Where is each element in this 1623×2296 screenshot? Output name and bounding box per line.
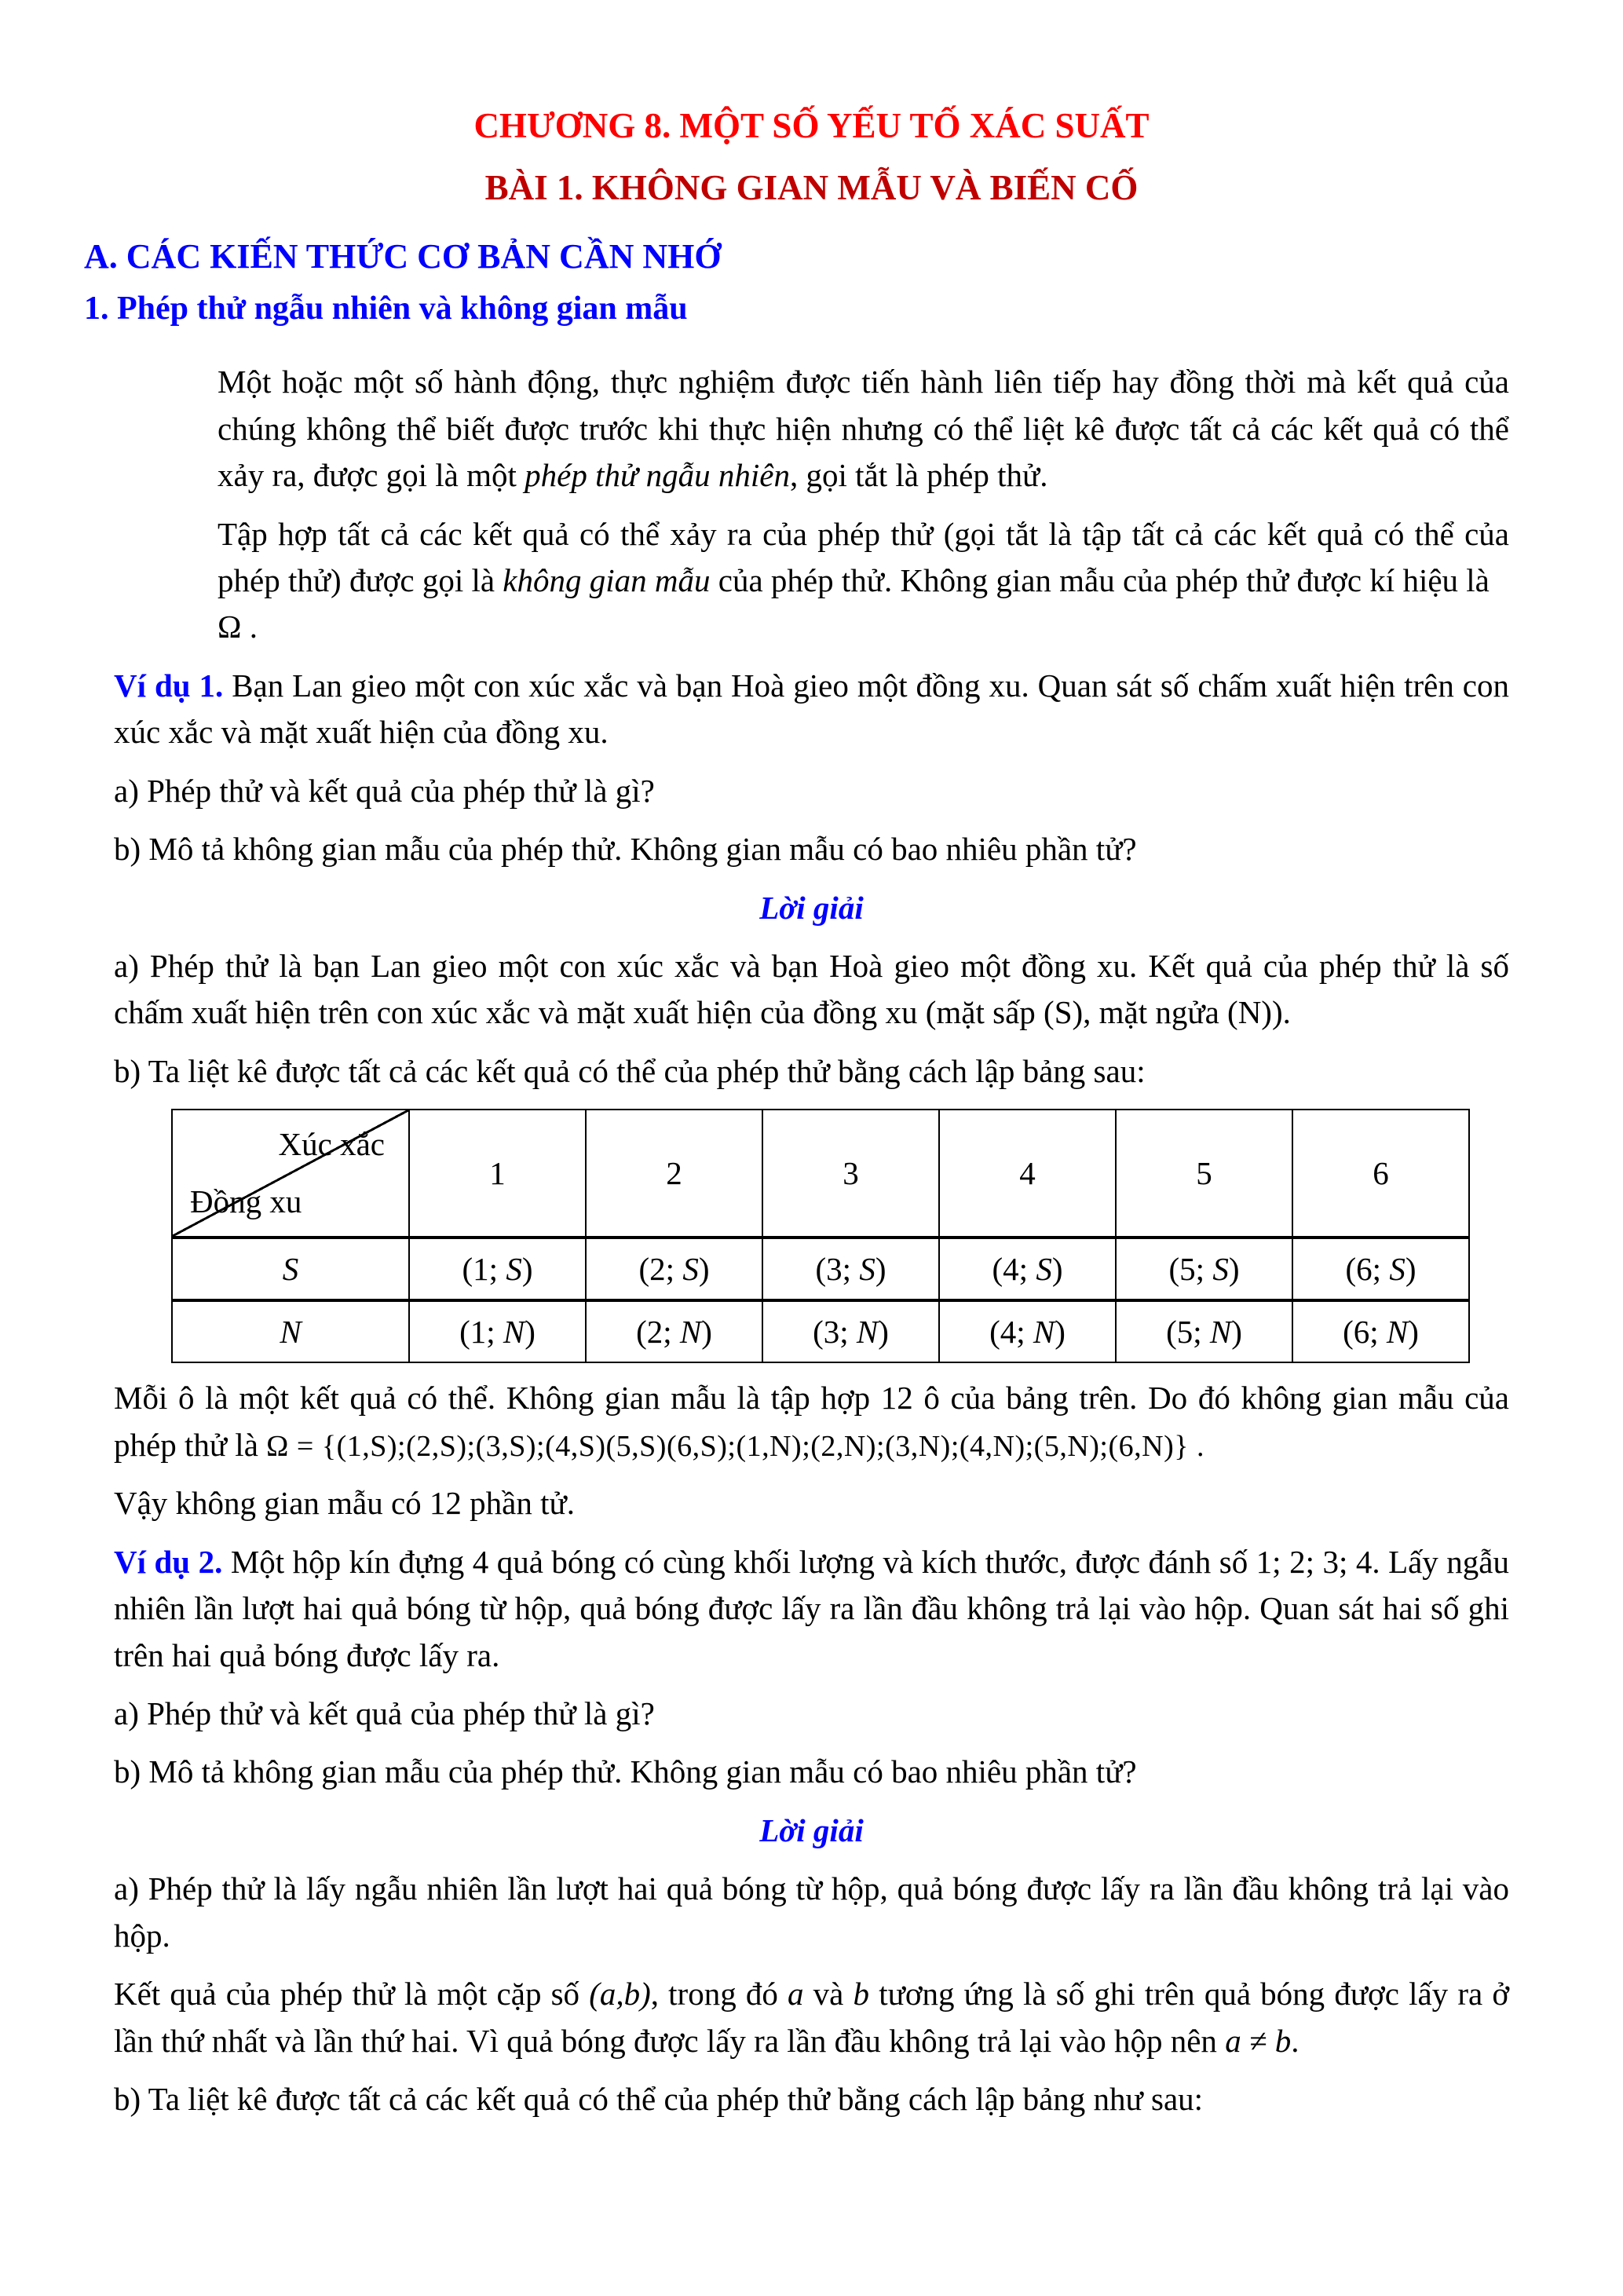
cell-open: (5; — [1166, 1313, 1210, 1350]
example1-question-b: b) Mô tả không gian mẫu của phép thử. Không gian mẫu có bao nhiêu phần tử? — [114, 831, 1137, 868]
cell-open: (4; — [992, 1250, 1036, 1287]
cell-close: ) — [1055, 1313, 1066, 1350]
subsection-1-heading: 1. Phép thử ngẫu nhiên và không gian mẫu — [84, 291, 688, 327]
theory-paragraph-1 — [114, 359, 1509, 499]
cell-open: (5; — [1168, 1250, 1213, 1287]
example2-answer-a: a) Phép thử là lấy ngẫu nhiên lần lượt hai quả bóng từ hộp, quả bóng được lấy ra lần đầu không trả lại vào hộp. — [114, 1870, 1509, 1954]
cell-close: ) — [698, 1250, 710, 1287]
cell-open: (6; — [1343, 1313, 1387, 1350]
cell-open: (2; — [638, 1250, 683, 1287]
example1-solution-heading: Lời giải — [759, 889, 864, 926]
theory-paragraph-2 — [114, 511, 1509, 651]
cell-letter: S — [1212, 1250, 1229, 1287]
cell-letter: S — [1036, 1250, 1052, 1287]
example1-label: Ví dụ 1. — [114, 667, 224, 704]
pair-ab-formula: (a,b) — [589, 1976, 651, 2013]
sample-space-table — [171, 1109, 1470, 1363]
cell-open: (3; — [813, 1313, 857, 1350]
theory-p2-text: Tập hợp tất cả các kết quả có thể xảy ra của phép thử (gọi tắt là tập tất cả các kết quả có thể của phép thử) được gọi là — [217, 515, 1509, 598]
table-cell — [1292, 1300, 1469, 1362]
column-header-1: 1 — [409, 1110, 586, 1238]
column-header-4: 4 — [939, 1110, 1116, 1238]
row-label-n-text: N — [280, 1313, 302, 1350]
theory-p2-tail: của phép thử. Không gian mẫu của phép thử được kí hiệu là — [710, 561, 1490, 598]
answer-a2-mid: , trong đó — [650, 1976, 788, 2013]
sample-space-formula: Ω = {(1,S);(2,S);(3,S);(4,S)(5,S)(6,S);(1,N);(2,N);(3,N);(4,N);(5,N);(6,N)} . — [266, 1429, 1204, 1463]
column-header-2: 2 — [586, 1110, 762, 1238]
example1-note-text: Mỗi ô là một kết quả có thể. Không gian mẫu là tập hợp 12 ô của bảng trên. Do đó không gian mẫu của phép thử là — [114, 1380, 1509, 1463]
example2-answer-a2 — [114, 1971, 1509, 2064]
cell-letter: N — [1033, 1313, 1055, 1350]
column-header-6: 6 — [1292, 1110, 1469, 1238]
row-label-s — [172, 1238, 409, 1300]
table-cell — [762, 1300, 939, 1362]
cell-open: (1; — [462, 1250, 506, 1287]
table-cell — [1116, 1300, 1292, 1362]
cell-close: ) — [1228, 1250, 1240, 1287]
example1-statement — [114, 663, 1509, 756]
chapter-title: CHƯƠNG 8. MỘT SỐ YẾU TỐ XÁC SUẤT — [473, 106, 1150, 145]
cell-close: ) — [1408, 1313, 1419, 1350]
answer-a2-period: . — [1291, 2022, 1299, 2059]
var-b: b — [853, 1976, 870, 2013]
table-cell — [762, 1238, 939, 1300]
table-row-s — [172, 1238, 1469, 1300]
theory-p1-term: phép thử ngẫu nhiên — [525, 457, 790, 494]
example2-solution-heading: Lời giải — [759, 1812, 864, 1848]
theory-p1-tail: , gọi tắt là phép thử. — [789, 457, 1048, 494]
table-cell — [1116, 1238, 1292, 1300]
corner-label-dice: Xúc xắc — [278, 1126, 385, 1163]
theory-p1-text: Một hoặc một số hành động, thực nghiệm được tiến hành liên tiếp hay đồng thời mà kết quả của chúng không thể biết được trước khi thực hiện nhưng có thể liệt kê được tất cả các kết quả có thể xảy ra, được gọi là một — [217, 364, 1509, 494]
omega-symbol: Ω . — [217, 609, 258, 645]
cell-letter: N — [1386, 1313, 1409, 1350]
example1-answer-b-intro: b) Ta liệt kê được tất cả các kết quả có thể của phép thử bằng cách lập bảng sau: — [114, 1052, 1146, 1089]
cell-open: (4; — [989, 1313, 1033, 1350]
example1-conclusion: Vậy không gian mẫu có 12 phần tử. — [114, 1485, 575, 1522]
example2-label: Ví dụ 2. — [114, 1543, 223, 1580]
column-header-5: 5 — [1116, 1110, 1292, 1238]
cell-letter: S — [1389, 1250, 1406, 1287]
cell-open: (2; — [636, 1313, 680, 1350]
answer-a2-text: Kết quả của phép thử là một cặp số — [114, 1976, 590, 2013]
example2-answer-b-intro: b) Ta liệt kê được tất cả các kết quả có thể của phép thử bằng cách lập bảng như sau: — [114, 2081, 1204, 2117]
cell-close: ) — [1405, 1250, 1416, 1287]
cell-letter: N — [1209, 1313, 1232, 1350]
table-cell — [1292, 1238, 1469, 1300]
table-cell — [586, 1300, 762, 1362]
theory-p2-term: không gian mẫu — [503, 561, 711, 598]
cell-letter: N — [856, 1313, 879, 1350]
lesson-title: BÀI 1. KHÔNG GIAN MẪU VÀ BIẾN CỐ — [484, 168, 1139, 208]
cell-open: (6; — [1345, 1250, 1390, 1287]
cell-close: ) — [878, 1313, 889, 1350]
example2-question-b: b) Mô tả không gian mẫu của phép thử. Không gian mẫu có bao nhiêu phần tử? — [114, 1753, 1137, 1790]
row-label-s-text: S — [282, 1250, 299, 1287]
example1-answer-a: a) Phép thử là bạn Lan gieo một con xúc xắc và bạn Hoà gieo một đồng xu. Kết quả của phép thử là số chấm xuất hiện trên con xúc xắc và mặt xuất hiện của đồng xu (mặt sấp (S), mặt ngửa (N)). — [114, 948, 1509, 1031]
example2-question-a: a) Phép thử và kết quả của phép thử là gì? — [114, 1695, 655, 1731]
example1-note — [114, 1375, 1509, 1468]
cell-letter: S — [506, 1250, 522, 1287]
answer-a2-and: và — [803, 1976, 854, 2013]
a-neq-b-formula: a ≠ b — [1225, 2022, 1292, 2059]
answer-a2-tail: tương ứng là số ghi trên quả bóng được lấy ra ở lần thứ nhất và lần thứ hai. Vì quả bóng được lấy ra lần đầu không trả lại vào hộp nên — [114, 1976, 1509, 2059]
cell-open: (3; — [815, 1250, 860, 1287]
column-header-3: 3 — [762, 1110, 939, 1238]
cell-close: ) — [875, 1250, 886, 1287]
cell-open: (1; — [459, 1313, 503, 1350]
cell-letter: N — [679, 1313, 702, 1350]
cell-close: ) — [521, 1250, 533, 1287]
cell-close: ) — [1051, 1250, 1063, 1287]
table-cell — [586, 1238, 762, 1300]
var-a: a — [788, 1976, 804, 2013]
example1-question-a: a) Phép thử và kết quả của phép thử là gì? — [114, 772, 655, 809]
table-corner-cell — [172, 1110, 409, 1238]
cell-letter: N — [503, 1313, 525, 1350]
section-a-heading: A. CÁC KIẾN THỨC CƠ BẢN CẦN NHỚ — [84, 236, 722, 276]
table-cell — [409, 1238, 586, 1300]
cell-close: ) — [701, 1313, 712, 1350]
cell-letter: S — [682, 1250, 699, 1287]
example2-text: Một hộp kín đựng 4 quả bóng có cùng khối lượng và kích thước, được đánh số 1; 2; 3; 4. Lấy ngẫu nhiên lần lượt hai quả bóng từ hộp, quả bóng được lấy ra lần đầu không trả lại vào hộp. Quan sát hai số ghi trên hai quả bóng được lấy ra. — [114, 1543, 1509, 1673]
table-cell — [939, 1300, 1116, 1362]
row-label-n — [172, 1300, 409, 1362]
cell-close: ) — [1231, 1313, 1242, 1350]
table-cell — [409, 1300, 586, 1362]
corner-label-coin: Đồng xu — [190, 1183, 302, 1219]
cell-close: ) — [525, 1313, 536, 1350]
example1-text: Bạn Lan gieo một con xúc xắc và bạn Hoà gieo một đồng xu. Quan sát số chấm xuất hiện trên con xúc xắc và mặt xuất hiện của đồng xu. — [114, 667, 1510, 751]
example2-statement — [114, 1539, 1509, 1679]
table-header-row — [172, 1110, 1469, 1238]
table-row-n — [172, 1300, 1469, 1362]
cell-letter: S — [859, 1250, 875, 1287]
table-cell — [939, 1238, 1116, 1300]
